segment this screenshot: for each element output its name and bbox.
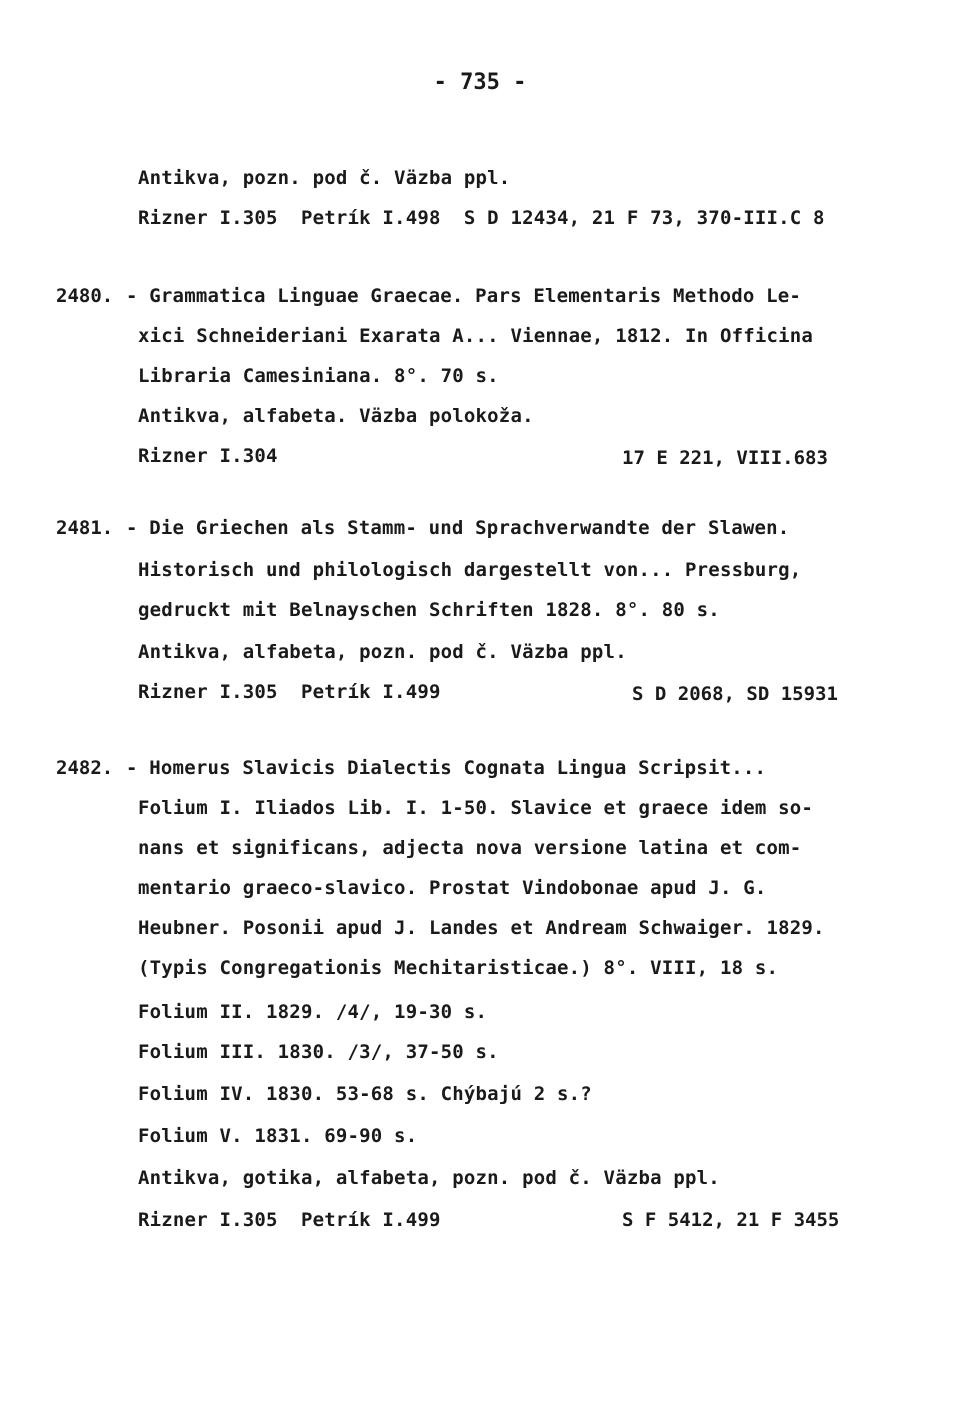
entry-line: Folium II. 1829. /4/, 19-30 s. bbox=[138, 1001, 488, 1023]
page-number: - 735 - bbox=[433, 70, 527, 95]
entry-line: Folium I. Iliados Lib. I. 1-50. Slavice et graece idem so- bbox=[138, 797, 814, 819]
entry-line: Antikva, alfabeta. Väzba polokoža. bbox=[138, 405, 534, 427]
entry-line: Antikva, gotika, alfabeta, pozn. pod č. Väzba ppl. bbox=[138, 1167, 720, 1189]
entry-line: Historisch und philologisch dargestellt von... Pressburg, bbox=[138, 559, 802, 581]
entry-ref-right: 17 E 221, VIII.683 bbox=[622, 447, 828, 469]
entry-line: Libraria Camesiniana. 8°. 70 s. bbox=[138, 365, 499, 387]
entry-line: nans et significans, adjecta nova versione latina et com- bbox=[138, 837, 802, 859]
entry-line: Folium III. 1830. /3/, 37-50 s. bbox=[138, 1041, 499, 1063]
entry-ref-left: Rizner I.305 Petrík I.499 bbox=[138, 1209, 441, 1231]
entry-line: Antikva, alfabeta, pozn. pod č. Väzba ppl. bbox=[138, 641, 627, 663]
entry-line: mentario graeco-slavico. Prostat Vindobonae apud J. G. bbox=[138, 877, 767, 899]
top-line-1: Antikva, pozn. pod č. Väzba ppl. bbox=[138, 167, 511, 189]
entry-line: gedruckt mit Belnayschen Schriften 1828. 8°. 80 s. bbox=[138, 599, 720, 621]
entry-number: 2481. bbox=[56, 517, 114, 539]
top-line-2: Rizner I.305 Petrík I.498 S D 12434, 21 F 73, 370-III.C 8 bbox=[138, 207, 825, 229]
entry-line: xici Schneideriani Exarata A... Viennae, 1812. In Officina bbox=[138, 325, 814, 347]
entry-line: Heubner. Posonii apud J. Landes et Andream Schwaiger. 1829. bbox=[138, 917, 825, 939]
entry-line: (Typis Congregationis Mechitaristicae.) 8°. VIII, 18 s. bbox=[138, 957, 779, 979]
entry-ref-left: Rizner I.305 Petrík I.499 bbox=[138, 681, 441, 703]
entry-ref-left: Rizner I.304 bbox=[138, 445, 278, 467]
entry-line: - Grammatica Linguae Graecae. Pars Elementaris Methodo Le- bbox=[126, 285, 802, 307]
entry-line: Folium IV. 1830. 53-68 s. Chýbajú 2 s.? bbox=[138, 1083, 592, 1105]
entry-line: - Homerus Slavicis Dialectis Cognata Lingua Scripsit... bbox=[126, 757, 767, 779]
entry-ref-right: S D 2068, SD 15931 bbox=[632, 683, 838, 705]
entry-line: Folium V. 1831. 69-90 s. bbox=[138, 1125, 418, 1147]
entry-number: 2480. bbox=[56, 285, 114, 307]
entry-number: 2482. bbox=[56, 757, 114, 779]
entry-line: - Die Griechen als Stamm- und Sprachverwandte der Slawen. bbox=[126, 517, 790, 539]
entry-ref-right: S F 5412, 21 F 3455 bbox=[622, 1209, 840, 1231]
